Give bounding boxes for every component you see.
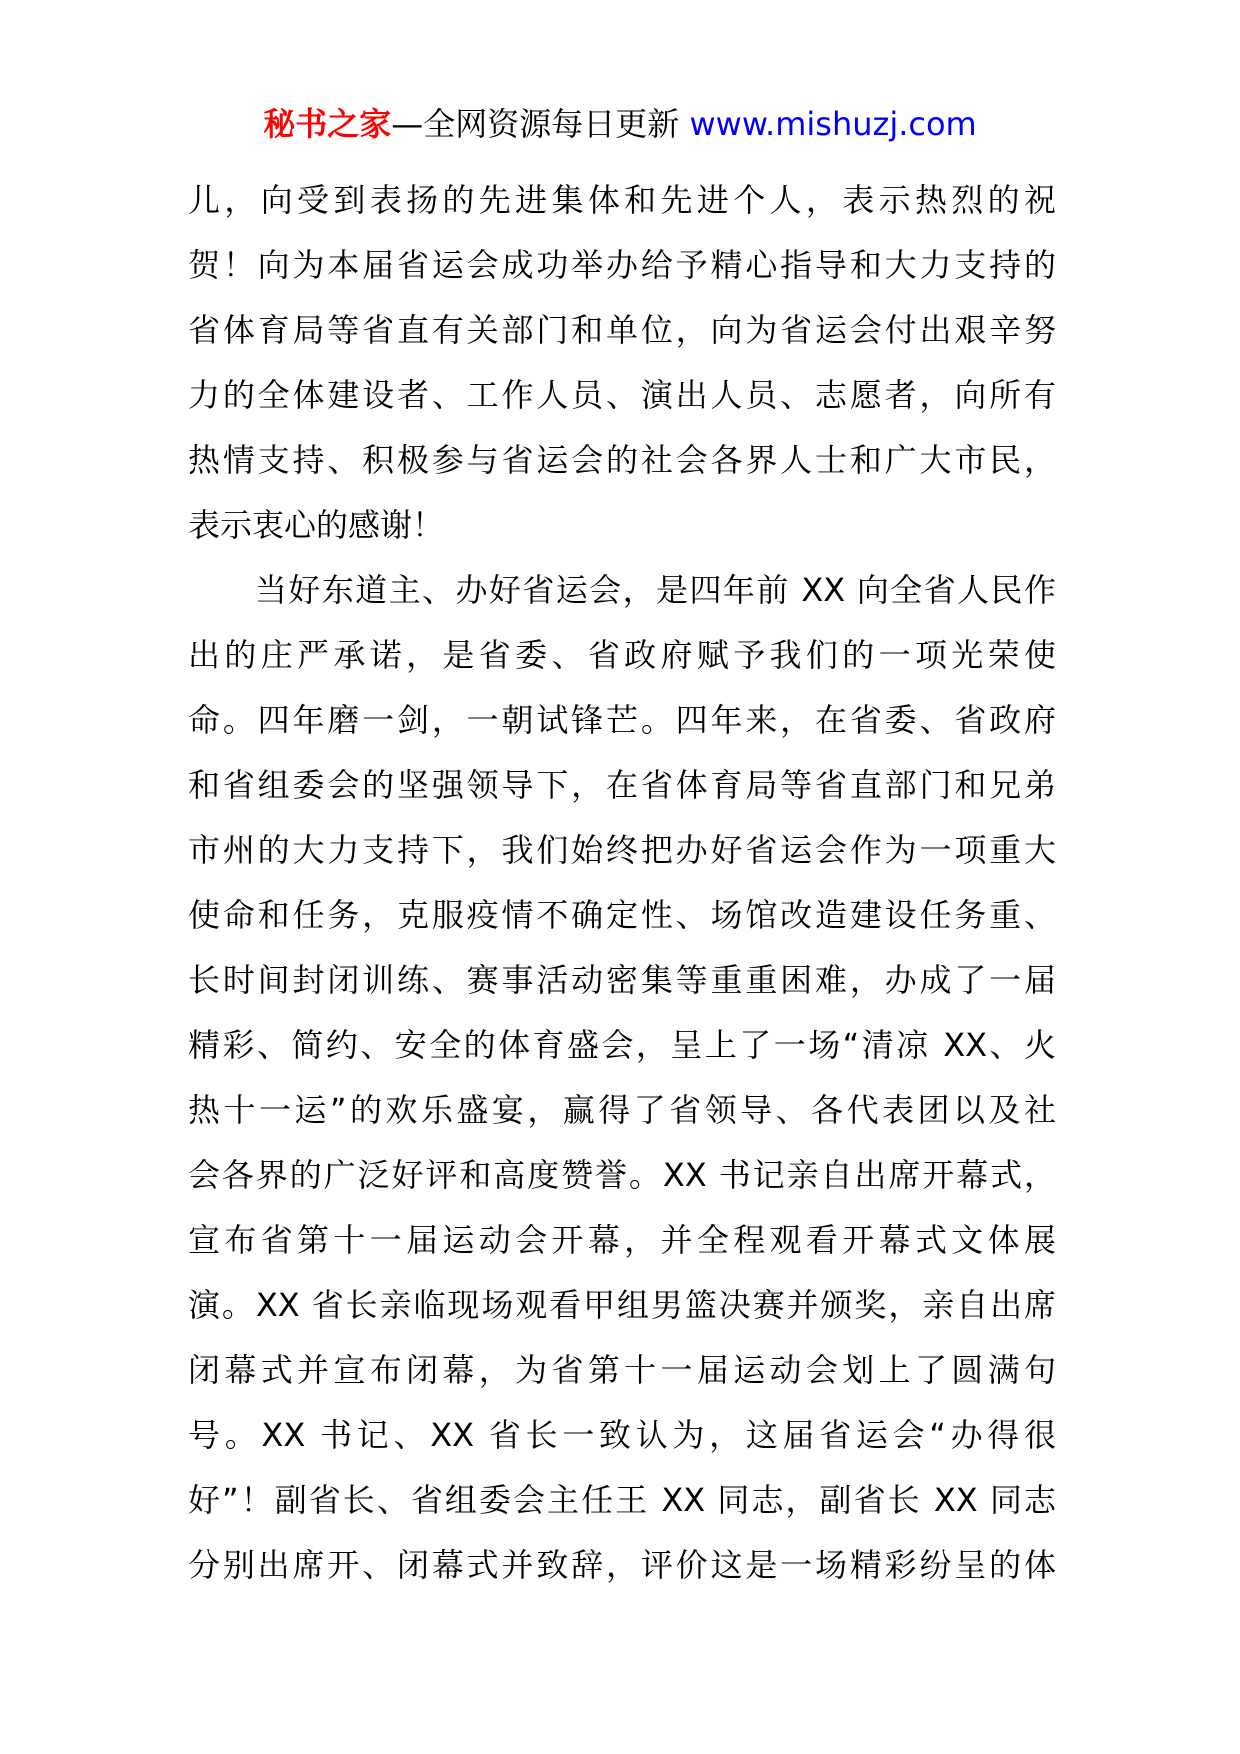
text-line: 使命和任务，克服疫情不确定性、场馆改造建设任务重、 bbox=[188, 896, 1056, 934]
text-line: 贺！向为本届省运会成功举办给予精心指导和大力支持的 bbox=[188, 246, 1056, 284]
site-header bbox=[0, 104, 1240, 144]
text-line: 长时间封闭训练、赛事活动密集等重重困难，办成了一届 bbox=[188, 961, 1056, 999]
text-line: 命。四年磨一剑，一朝试锋芒。四年来，在省委、省政府 bbox=[188, 701, 1056, 739]
text-line: 出的庄严承诺，是省委、省政府赋予我们的一项光荣使 bbox=[188, 636, 1056, 674]
text-line: 表示衷心的感谢！ bbox=[188, 506, 445, 544]
text-line: 好”！副省长、省组委会主任王 XX 同志，副省长 XX 同志 bbox=[188, 1481, 1056, 1519]
text-line: 儿，向受到表扬的先进集体和先进个人，表示热烈的祝 bbox=[188, 181, 1056, 219]
text-line: 精彩、简约、安全的体育盛会，呈上了一场“清凉 XX、火 bbox=[188, 1026, 1056, 1064]
text-line: 分别出席开、闭幕式并致辞，评价这是一场精彩纷呈的体 bbox=[188, 1546, 1056, 1584]
header-tagline: —全网资源每日更新 bbox=[391, 105, 690, 143]
document-body bbox=[188, 168, 1056, 1598]
text-line: 当好东道主、办好省运会，是四年前 XX 向全省人民作 bbox=[188, 571, 1056, 609]
brand-name: 秘书之家 bbox=[263, 105, 392, 143]
text-line: 省体育局等省直有关部门和单位，向为省运会付出艰辛努 bbox=[188, 311, 1056, 349]
text-line: 市州的大力支持下，我们始终把办好省运会作为一项重大 bbox=[188, 831, 1056, 869]
site-url[interactable]: www.mishuzj.com bbox=[689, 105, 977, 143]
text-line: 热情支持、积极参与省运会的社会各界人士和广大市民， bbox=[188, 441, 1056, 479]
text-line: 会各界的广泛好评和高度赞誉。XX 书记亲自出席开幕式， bbox=[188, 1156, 1056, 1194]
text-line: 热十一运”的欢乐盛宴，赢得了省领导、各代表团以及社 bbox=[188, 1091, 1056, 1129]
text-line: 闭幕式并宣布闭幕，为省第十一届运动会划上了圆满句 bbox=[188, 1351, 1056, 1389]
text-line: 和省组委会的坚强领导下，在省体育局等省直部门和兄弟 bbox=[188, 766, 1056, 804]
text-line: 宣布省第十一届运动会开幕，并全程观看开幕式文体展 bbox=[188, 1221, 1056, 1259]
text-line: 力的全体建设者、工作人员、演出人员、志愿者，向所有 bbox=[188, 376, 1056, 414]
text-line: 号。XX 书记、XX 省长一致认为，这届省运会“办得很 bbox=[188, 1416, 1056, 1454]
text-line: 演。XX 省长亲临现场观看甲组男篮决赛并颁奖，亲自出席 bbox=[188, 1286, 1056, 1324]
